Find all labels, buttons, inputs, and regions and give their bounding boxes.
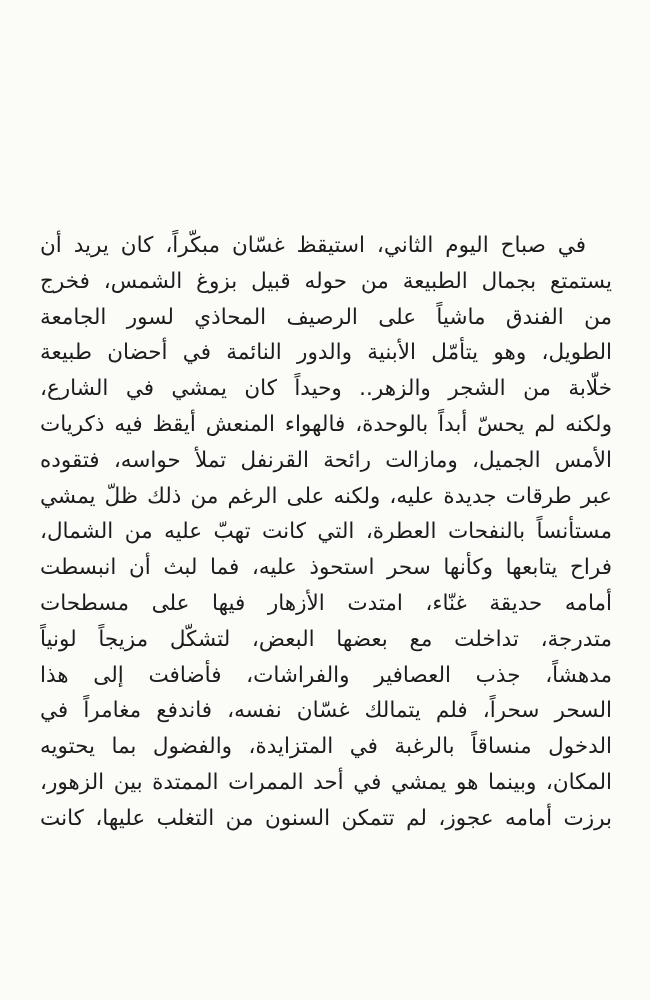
text-line: في صباح اليوم الثاني، استيقظ غسّان مبكّراً، كان يريد أن: [40, 233, 586, 258]
text-line: الطويل، وهو يتأمّل الأبنية والدور النائمة في أحضان طبيعة: [40, 340, 612, 366]
text-line: أمامه حديقة غنّاء، امتدت الأزهار فيها على مسطحات: [40, 590, 612, 616]
text-line: فراح يتابعها وكأنها سحر استحوذ عليه، فما لبث أن انبسطت: [40, 555, 612, 581]
text-line: مدهشاً، جذب العصافير والفراشات، فأضافت إلى هذا: [40, 662, 612, 688]
text-line: الدخول منساقاً بالرغبة في المتزايدة، والفضول بما يحتويه: [40, 734, 612, 760]
text-line: السحر سحراً، فلم يتمالك غسّان نفسه، فاندفع مغامراً في: [40, 698, 612, 724]
text-line: الأمس الجميل، ومازالت رائحة القرنفل تملأ حواسه، فتقوده: [40, 447, 612, 473]
text-line: برزت أمامه عجوز، لم تتمكن السنون من التغلب عليها، كانت: [40, 805, 612, 831]
text-line: المكان، وبينما هو يمشي في أحد الممرات الممتدة بين الزهور،: [40, 769, 612, 795]
text-line: من الفندق ماشياً على الرصيف المحاذي لسور الجامعة: [40, 304, 612, 330]
text-line: يستمتع بجمال الطبيعة من حوله قبيل بزوغ الشمس، فخرج: [40, 268, 612, 294]
text-line: ولكنه لم يحسّ أبداً بالوحدة، فالهواء المنعش أيقظ فيه ذكريات: [40, 411, 612, 437]
body-paragraph: [40, 228, 612, 837]
text-line: عبر طرقات جديدة عليه، ولكنه على الرغم من ذلك ظلّ يمشي: [40, 483, 612, 509]
text-line: خلّابة من الشجر والزهر.. وحيداً كان يمشي في الشارع،: [40, 376, 612, 402]
text-line: متدرجة، تداخلت مع بعضها البعض، لتشكّل مزيجاً لونياً: [40, 626, 612, 652]
text-line: مستأنساً بالنفحات العطرة، التي كانت تهبّ عليه من الشمال،: [40, 519, 612, 545]
